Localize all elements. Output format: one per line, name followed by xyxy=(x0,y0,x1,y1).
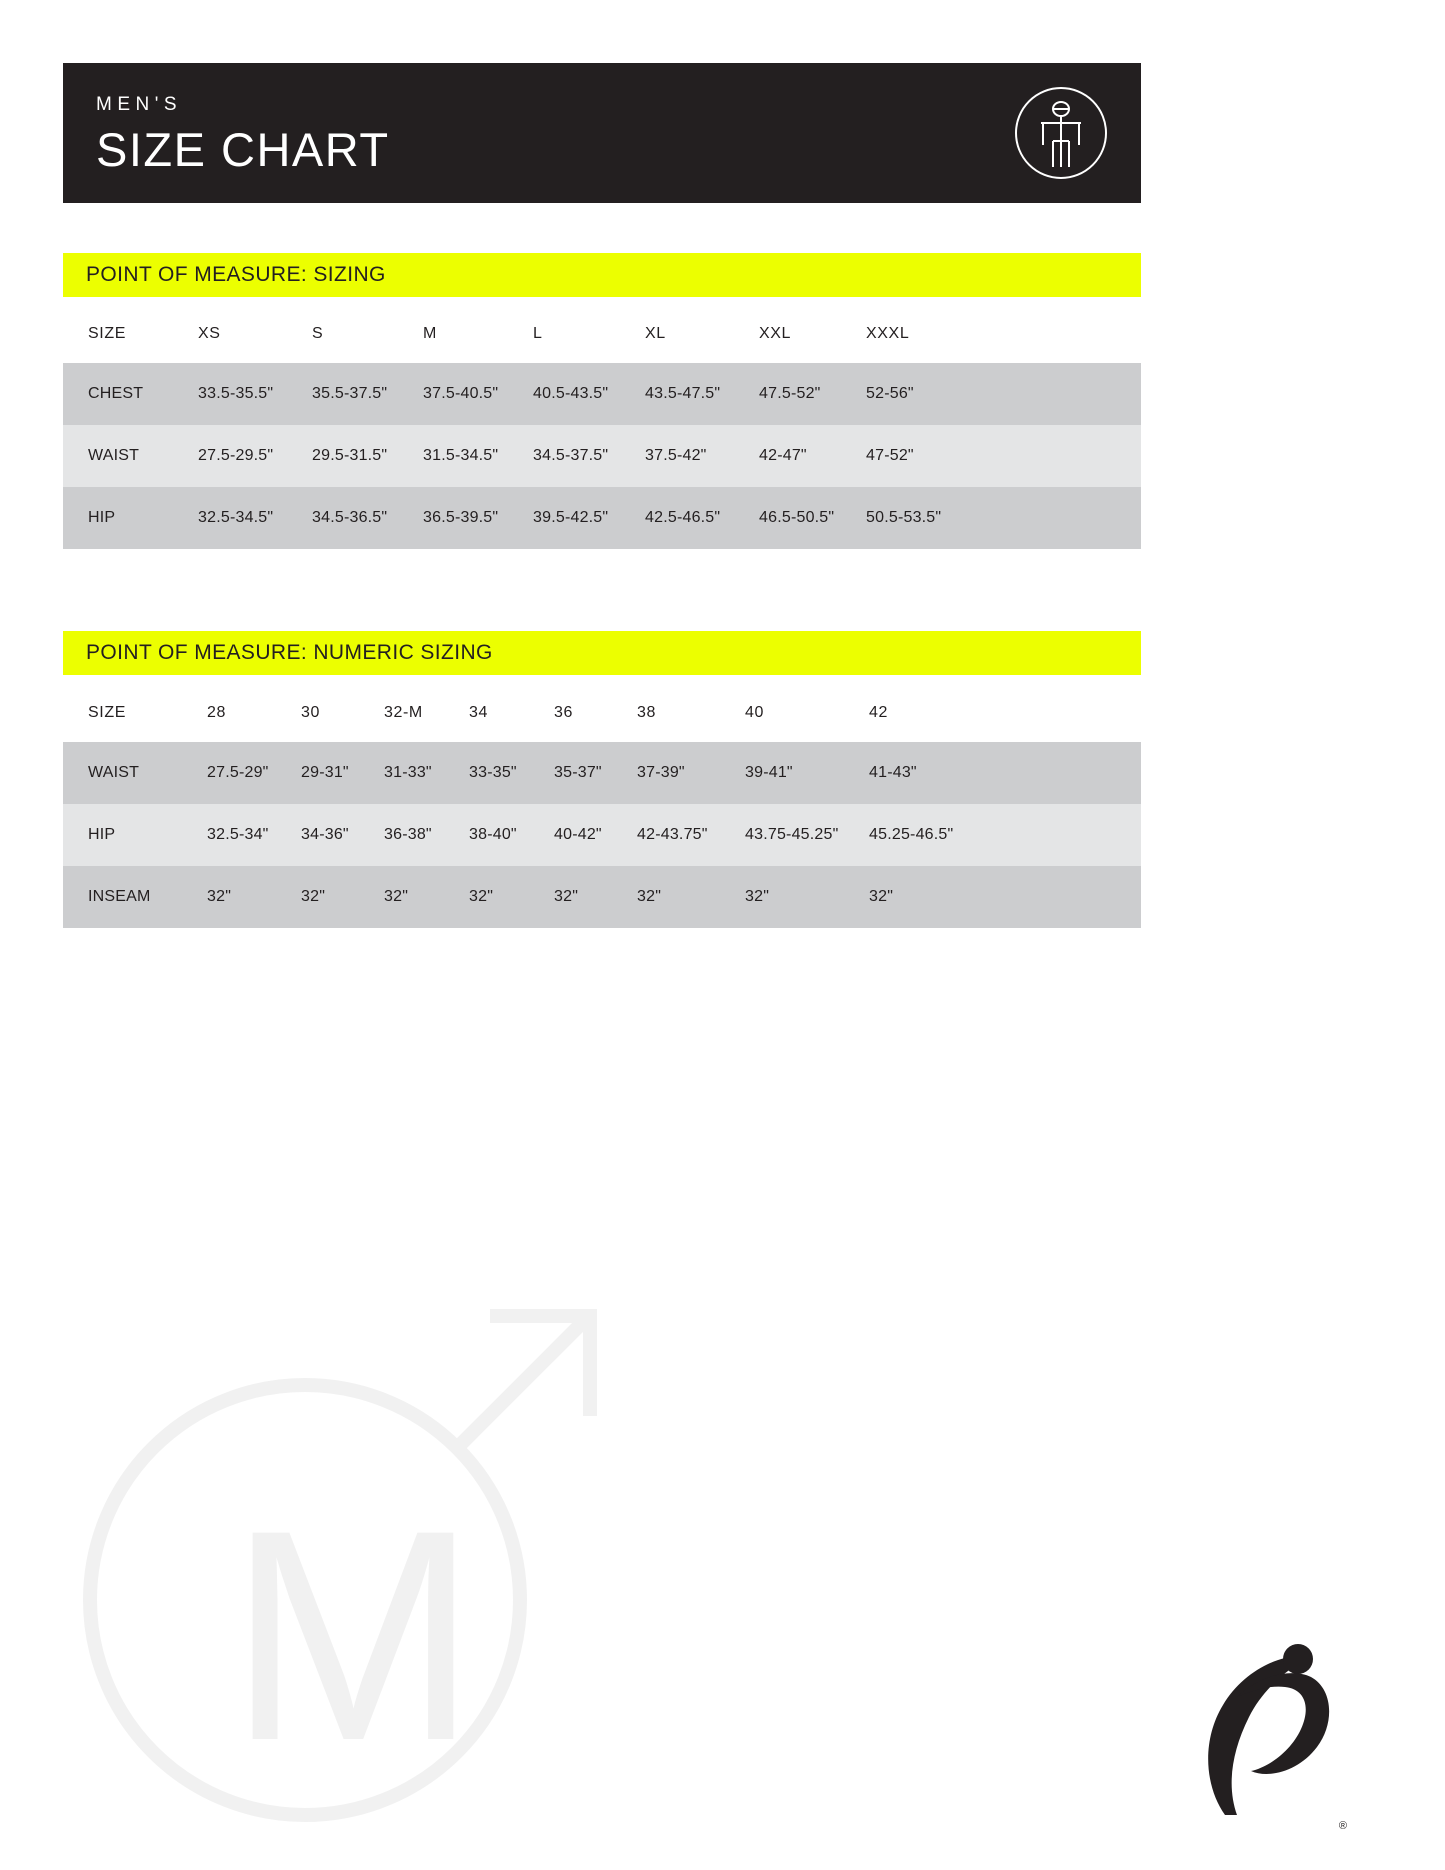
row-label: INSEAM xyxy=(63,866,182,928)
table-cell: 37-39" xyxy=(612,742,720,804)
table-row xyxy=(63,866,1141,928)
table-row xyxy=(63,425,1141,487)
table-cell: 52-56" xyxy=(841,363,1141,425)
table-cell: 41-43" xyxy=(844,742,1141,804)
row-label: HIP xyxy=(63,487,173,549)
column-header: 42 xyxy=(844,684,1141,742)
table-cell: 32" xyxy=(844,866,1141,928)
table-cell: 32" xyxy=(276,866,359,928)
table-cell: 32" xyxy=(612,866,720,928)
column-header: 36 xyxy=(529,684,612,742)
column-header: 38 xyxy=(612,684,720,742)
pearl-izumi-logo xyxy=(1165,1637,1340,1822)
table-cell: 47-52" xyxy=(841,425,1141,487)
column-header: 32-M xyxy=(359,684,444,742)
table-cell: 46.5-50.5" xyxy=(734,487,841,549)
table-header-row xyxy=(63,684,1141,742)
person-in-circle-icon xyxy=(1013,85,1109,181)
table-cell: 33-35" xyxy=(444,742,529,804)
column-header: 34 xyxy=(444,684,529,742)
column-header: XL xyxy=(620,305,734,363)
table-cell: 50.5-53.5" xyxy=(841,487,1141,549)
table-cell: 27.5-29.5" xyxy=(173,425,287,487)
table-cell: 39.5-42.5" xyxy=(508,487,620,549)
table-cell: 32" xyxy=(720,866,844,928)
table-cell: 43.75-45.25" xyxy=(720,804,844,866)
banner-sizing xyxy=(63,253,1141,297)
table-cell: 32" xyxy=(529,866,612,928)
column-header: 28 xyxy=(182,684,276,742)
banner-numeric-sizing xyxy=(63,631,1141,675)
table-cell: 34-36" xyxy=(276,804,359,866)
table-cell: 36.5-39.5" xyxy=(398,487,508,549)
table-cell: 47.5-52" xyxy=(734,363,841,425)
page-title: SIZE CHART xyxy=(96,122,390,176)
header-kicker: MEN'S xyxy=(96,93,183,115)
banner-sizing-label: POINT OF MEASURE: SIZING xyxy=(86,263,386,286)
row-label: WAIST xyxy=(63,425,173,487)
column-header: L xyxy=(508,305,620,363)
table-cell: 32" xyxy=(182,866,276,928)
table-cell: 42-43.75" xyxy=(612,804,720,866)
table-cell: 38-40" xyxy=(444,804,529,866)
column-header: SIZE xyxy=(63,684,182,742)
table-cell: 36-38" xyxy=(359,804,444,866)
table-row xyxy=(63,804,1141,866)
table-cell: 34.5-36.5" xyxy=(287,487,398,549)
table-cell: 35.5-37.5" xyxy=(287,363,398,425)
table-cell: 34.5-37.5" xyxy=(508,425,620,487)
registered-trademark-mark: ® xyxy=(1338,1820,1347,1832)
table-cell: 42-47" xyxy=(734,425,841,487)
table-cell: 45.25-46.5" xyxy=(844,804,1141,866)
column-header: 40 xyxy=(720,684,844,742)
page-header xyxy=(63,63,1141,203)
table-cell: 29.5-31.5" xyxy=(287,425,398,487)
row-label: CHEST xyxy=(63,363,173,425)
table-cell: 33.5-35.5" xyxy=(173,363,287,425)
banner-numeric-sizing-label: POINT OF MEASURE: NUMERIC SIZING xyxy=(86,641,493,664)
table-cell: 37.5-42" xyxy=(620,425,734,487)
table-cell: 42.5-46.5" xyxy=(620,487,734,549)
table-cell: 27.5-29" xyxy=(182,742,276,804)
column-header: SIZE xyxy=(63,305,173,363)
column-header: XS xyxy=(173,305,287,363)
table-cell: 40.5-43.5" xyxy=(508,363,620,425)
numeric-sizing-table xyxy=(63,684,1141,928)
table-cell: 32.5-34.5" xyxy=(173,487,287,549)
table-cell: 32.5-34" xyxy=(182,804,276,866)
table-cell: 31.5-34.5" xyxy=(398,425,508,487)
table-row xyxy=(63,363,1141,425)
column-header: M xyxy=(398,305,508,363)
table-cell: 43.5-47.5" xyxy=(620,363,734,425)
watermark-letter-m: M xyxy=(228,1467,478,1803)
table-cell: 31-33" xyxy=(359,742,444,804)
table-row xyxy=(63,487,1141,549)
column-header: XXL xyxy=(734,305,841,363)
row-label: WAIST xyxy=(63,742,182,804)
row-label: HIP xyxy=(63,804,182,866)
table-cell: 32" xyxy=(359,866,444,928)
table-cell: 32" xyxy=(444,866,529,928)
table-row xyxy=(63,742,1141,804)
table-cell: 29-31" xyxy=(276,742,359,804)
table-cell: 40-42" xyxy=(529,804,612,866)
table-cell: 35-37" xyxy=(529,742,612,804)
column-header: S xyxy=(287,305,398,363)
header-text-block xyxy=(96,93,390,176)
table-header-row xyxy=(63,305,1141,363)
table-cell: 37.5-40.5" xyxy=(398,363,508,425)
column-header: 30 xyxy=(276,684,359,742)
table-cell: 39-41" xyxy=(720,742,844,804)
male-gender-symbol-watermark xyxy=(60,1270,660,1830)
column-header: XXXL xyxy=(841,305,1141,363)
sizing-table xyxy=(63,305,1141,549)
